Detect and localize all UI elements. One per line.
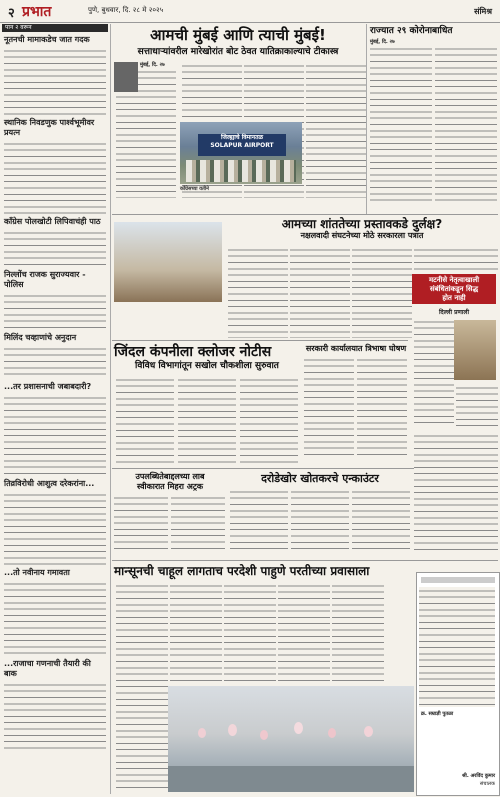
article-text bbox=[414, 246, 498, 270]
article-text bbox=[4, 394, 106, 476]
article-text bbox=[170, 582, 222, 682]
portrait-photo bbox=[454, 320, 496, 380]
article-text bbox=[357, 356, 407, 460]
masthead bbox=[0, 0, 500, 23]
flamingo-photo bbox=[168, 686, 414, 792]
highlight-box: मटनीसे नेतृत्वाखाली संबंधितांकडून सिद्ध होत नाही bbox=[412, 274, 496, 304]
article-headline: स्थानिक निवडणुक पार्श्वभूमीवर प्रयत्न bbox=[4, 118, 95, 137]
article-text bbox=[306, 62, 366, 198]
article-text bbox=[352, 488, 410, 554]
protest-photo bbox=[114, 222, 222, 302]
top-story-subhead: सत्ताधाऱ्यांवरील मारेखोरांत बोट ठेवत यातिक्राकाल्याचे टीकास्त्र bbox=[137, 47, 339, 57]
bottom-headline: मान्सूनची चाहूल लागताच परदेशी पाहुणे परतीच्या प्रवासाला bbox=[114, 564, 370, 578]
article-text bbox=[4, 580, 106, 656]
article-text bbox=[435, 45, 497, 205]
article-text bbox=[291, 488, 349, 554]
article-headline: तिव्रविरोधी आशुत्व दरेकरांना... bbox=[4, 479, 95, 488]
article-text bbox=[278, 582, 330, 682]
signature-name: श्री. अरविंद कुमार bbox=[462, 773, 495, 779]
article-text bbox=[4, 491, 106, 565]
article-text bbox=[414, 432, 498, 552]
top-story-dateline: मुंबई, दि. २७ bbox=[140, 62, 165, 68]
continued-stripe: पान २ वरून bbox=[2, 24, 108, 32]
second-story bbox=[226, 217, 498, 241]
article-text bbox=[4, 140, 106, 214]
news-photo bbox=[180, 122, 302, 184]
jindal-headline: जिंदल कंपनीला क्लोजर नोटीस bbox=[114, 344, 272, 360]
encounter-headline: दरोडेखोर खोतकरचे एन्काउंटर bbox=[261, 472, 379, 485]
second-story-subhead: नक्षलवादी संघटनेच्या मोठे सरकारला पत्रात bbox=[300, 231, 424, 240]
article-text bbox=[304, 356, 354, 460]
article-text bbox=[414, 318, 454, 428]
highlight-label: दिल्ली प्रणाली bbox=[438, 309, 470, 316]
sarkari-headline: सरकारी कार्यालयात त्रिभाषा घोषण bbox=[305, 344, 407, 353]
notice-caption: क्र. सम्राज्ञी पुतळा bbox=[421, 711, 454, 717]
article-text bbox=[116, 582, 168, 792]
article-text bbox=[228, 246, 288, 338]
dateline: पुणे, बुधवार, दि. २८ मे २०२५ bbox=[88, 6, 164, 14]
article-text bbox=[178, 376, 236, 466]
airport-sign: जिल्ह्याचे विमानतळ SOLAPUR AIRPORT bbox=[198, 134, 286, 156]
article-text bbox=[332, 582, 384, 682]
opportunity-headline: उपलब्धितेबाद्दलच्या लाब bbox=[135, 472, 205, 481]
top-story bbox=[114, 26, 362, 58]
right-top-headline: राज्यात २९ कोरोनाबाधित bbox=[370, 26, 453, 36]
article-text bbox=[171, 494, 225, 554]
sarkari-story bbox=[304, 344, 408, 460]
article-headline: ...राजाचा गणनाची तैयारी की बाक bbox=[4, 659, 91, 678]
article-text bbox=[4, 229, 106, 267]
article-headline: कॉंग्रेस पोलखोटी लिपिवाचंही पाठ bbox=[4, 217, 101, 226]
photo-caption: काँग्रेसच्या वतीने bbox=[180, 186, 209, 192]
page-number: २ bbox=[8, 6, 15, 21]
article-text bbox=[290, 246, 350, 338]
article-headline: ...तर प्रशासनाची जबाबदारी? bbox=[4, 382, 92, 391]
newspaper-logo: प्रभात bbox=[22, 4, 52, 20]
crowd-image bbox=[186, 160, 296, 182]
article-text bbox=[4, 345, 106, 379]
jindal-story bbox=[114, 344, 300, 372]
author-photo bbox=[114, 62, 138, 92]
article-text bbox=[240, 376, 298, 466]
article-text bbox=[4, 681, 106, 753]
top-story-col-1 bbox=[114, 62, 178, 201]
encounter-story bbox=[230, 472, 410, 554]
right-top-dateline: मुंबई, दि. २७ bbox=[370, 39, 395, 45]
section-label: संमिश्र bbox=[474, 7, 492, 16]
opportunity-subhead: स्वीकारात मिहरा अट्रक bbox=[136, 482, 204, 491]
article-text bbox=[352, 246, 412, 338]
left-column bbox=[2, 24, 108, 794]
right-top-story bbox=[370, 26, 498, 205]
top-story-headline: आमची मुंबई आणि त्याची मुंबई! bbox=[150, 26, 326, 44]
article-text bbox=[456, 384, 498, 428]
article-text bbox=[4, 292, 106, 330]
article-text bbox=[370, 45, 432, 205]
article-text bbox=[4, 47, 106, 115]
article-headline: ...तो नवीनाय गमावता bbox=[4, 568, 70, 577]
article-text bbox=[116, 376, 174, 466]
signature-role: संचालक bbox=[479, 781, 495, 787]
article-headline: मिलिंद चव्हाणांचे अनुदान bbox=[4, 333, 77, 342]
article-text bbox=[230, 488, 288, 554]
notice-box bbox=[416, 572, 500, 796]
article-headline: नूतनची मामाकडेच जात गदक bbox=[4, 35, 90, 44]
article-headline: निल्लोंच राजक सुराज्यवार - पोलिस bbox=[4, 270, 86, 289]
second-story-headline: आमच्या शांततेच्या प्रस्तावकडे दुर्लक्ष? bbox=[281, 217, 443, 231]
jindal-subhead: विविध विभागांतून सखोल चौकशीला सुरुवात bbox=[135, 361, 279, 371]
article-text bbox=[114, 494, 168, 554]
article-text bbox=[224, 582, 276, 682]
opportunity-story bbox=[114, 472, 226, 554]
